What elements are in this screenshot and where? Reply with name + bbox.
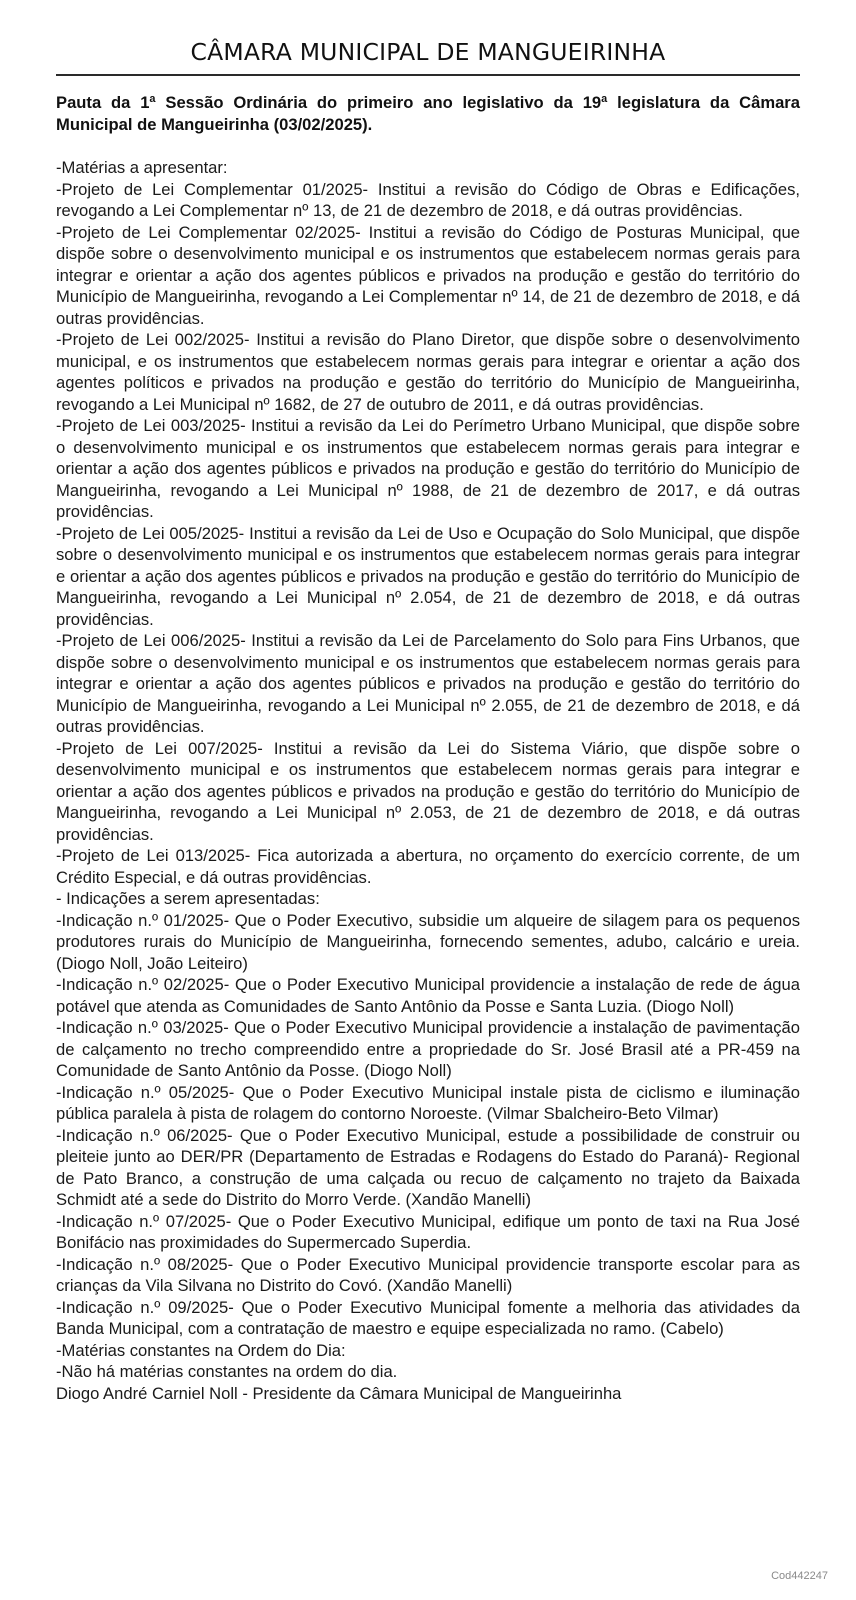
agenda-body bbox=[56, 157, 800, 1404]
indication-item: -Indicação n.º 09/2025- Que o Poder Executivo Municipal fomente a melhoria das atividades da Banda Municipal, com a contratação de maestro e equipe especializada no ramo. (Cabelo) bbox=[56, 1297, 800, 1338]
legal-notice bbox=[56, 28, 800, 1404]
agenda-item: -Projeto de Lei 013/2025- Fica autorizada a abertura, no orçamento do exercício corrente, de um Crédito Especial, e dá outras providências. bbox=[56, 846, 800, 887]
agenda-item: -Projeto de Lei Complementar 02/2025- Institui a revisão do Código de Posturas Municipal, que dispõe sobre o desenvolvimento municipal e os instrumentos que estabelecem normas gerais para integrar e orientar a ação dos agentes públicos e privados na produção e gestão do território do Município de Mangueirinha, revogando a Lei Complementar nº 14, de 21 de dezembro de 2018, e dá outras providências. bbox=[56, 222, 800, 328]
masthead: CÂMARA MUNICIPAL DE MANGUEIRINHA bbox=[190, 38, 666, 66]
indication-item: -Indicação n.º 03/2025- Que o Poder Executivo Municipal providencie a instalação de pavimentação de calçamento no trecho compreendido entre a propriedade do Sr. José Brasil até a PR-459 na Comunidade de Santo Antônio da Posse. (Diogo Noll) bbox=[56, 1018, 800, 1080]
section-heading-ordem-do-dia: -Matérias constantes na Ordem do Dia: bbox=[56, 1340, 346, 1360]
section-heading-indicacoes: - Indicações a serem apresentadas: bbox=[56, 889, 320, 908]
indication-item: -Indicação n.º 01/2025- Que o Poder Executivo, subsidie um alqueire de silagem para os pequenos produtores rurais do Município de Mangueirinha, fornecendo sementes, adubo, calcário e ureia. (Diogo Noll, João Leiteiro) bbox=[56, 910, 800, 973]
indication-item: -Indicação n.º 02/2025- Que o Poder Executivo Municipal providencie a instalação de rede de água potável que atenda as Comunidades de Santo Antônio da Posse e Santa Luzia. (Diogo Noll) bbox=[56, 975, 800, 1016]
notice-title: Pauta da 1ª Sessão Ordinária do primeiro ano legislativo da 19ª legislatura da Câmara Municipal de Mangueirinha (03/02/2025). bbox=[56, 93, 800, 134]
section-heading-materias: -Matérias a apresentar: bbox=[56, 158, 228, 177]
signature-line: Diogo André Carniel Noll - Presidente da Câmara Municipal de Mangueirinha bbox=[56, 1383, 622, 1403]
agenda-item: -Projeto de Lei 006/2025- Institui a revisão da Lei de Parcelamento do Solo para Fins Urbanos, que dispõe sobre o desenvolvimento municipal e os instrumentos que estabelecem normas gerais para integrar e orientar a ação dos agentes públicos e privados na produção e gestão do território do Município de Mangueirinha, revogando a Lei Municipal nº 2.055, de 21 de dezembro de 2018, e dá outras providências. bbox=[56, 631, 800, 736]
agenda-item: -Projeto de Lei 007/2025- Institui a revisão da Lei do Sistema Viário, que dispõe sobre o desenvolvimento municipal e os instrumentos que estabelecem normas gerais para integrar e orientar a ação dos agentes públicos e privados na produção e gestão do território do Município de Mangueirinha, revogando a Lei Municipal nº 2.053, de 21 de dezembro de 2018, e dá outras providências. bbox=[56, 738, 800, 844]
indication-item: -Indicação n.º 06/2025- Que o Poder Executivo Municipal, estude a possibilidade de construir ou pleiteie junto ao DER/PR (Departamento de Estradas e Rodagens do Estado do Paraná)- Regional de Pato Branco, a construção de uma calçada ou recuo de calçamento no trajeto da Baixada Schmidt até a sede do Distrito do Morro Verde. (Xandão Manelli) bbox=[56, 1125, 800, 1209]
indication-item: -Indicação n.º 05/2025- Que o Poder Executivo Municipal instale pista de ciclismo e iluminação pública paralela à pista de rolagem do contorno Noroeste. (Vilmar Sbalcheiro-Beto Vilmar) bbox=[56, 1082, 800, 1123]
agenda-item: -Projeto de Lei 003/2025- Institui a revisão da Lei do Perímetro Urbano Municipal, que dispõe sobre o desenvolvimento municipal e os instrumentos que estabelecem normas gerais para integrar e orientar a ação dos agentes públicos e privados na produção e gestão do território do Município de Mangueirinha, revogando a Lei Municipal nº 1988, de 21 de dezembro de 2017, e dá outras providências. bbox=[56, 416, 800, 521]
indication-item: -Indicação n.º 07/2025- Que o Poder Executivo Municipal, edifique um ponto de taxi na Rua José Bonifácio nas proximidades do Supermercado Superdia. bbox=[56, 1211, 800, 1252]
ordem-do-dia-note: -Não há matérias constantes na ordem do dia. bbox=[56, 1362, 398, 1381]
masthead-divider bbox=[56, 74, 800, 76]
agenda-item: -Projeto de Lei 002/2025- Institui a revisão do Plano Diretor, que dispõe sobre o desenvolvimento municipal, e os instrumentos que estabelecem normas gerais para integrar e orientar a ação dos agentes políticos e privados na produção e gestão do território do Município de Mangueirinha, revogando a Lei Municipal nº 1682, de 27 de outubro de 2011, e dá outras providências. bbox=[56, 330, 800, 414]
agenda-item: -Projeto de Lei Complementar 01/2025- Institui a revisão do Código de Obras e Edificações, revogando a Lei Complementar nº 13, de 21 de dezembro de 2018, e dá outras providências. bbox=[56, 179, 800, 220]
agenda-item: -Projeto de Lei 005/2025- Institui a revisão da Lei de Uso e Ocupação do Solo Municipal, que dispõe sobre o desenvolvimento municipal e os instrumentos que estabelecem normas gerais para integrar e orientar a ação dos agentes públicos e privados na produção e gestão do território do Município de Mangueirinha, revogando a Lei Municipal nº 2.054, de 21 de dezembro de 2018, e dá outras providências. bbox=[56, 523, 800, 629]
indication-item: -Indicação n.º 08/2025- Que o Poder Executivo Municipal providencie transporte escolar para as crianças da Vila Silvana no Distrito do Covó. (Xandão Manelli) bbox=[56, 1254, 800, 1295]
publication-code: Cod442247 bbox=[771, 1570, 828, 1582]
